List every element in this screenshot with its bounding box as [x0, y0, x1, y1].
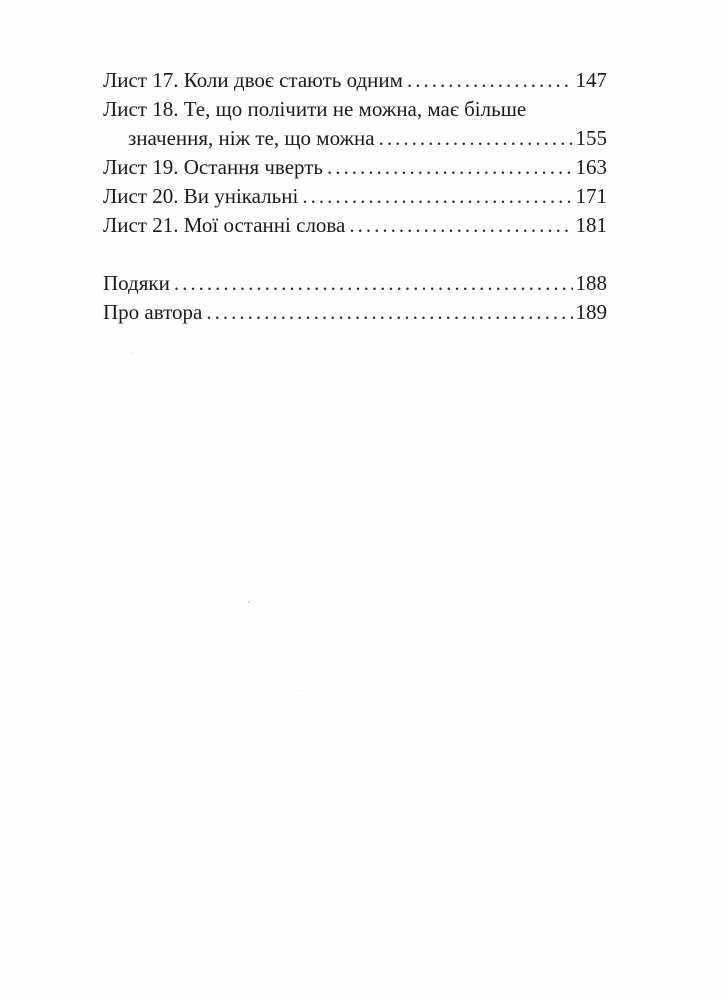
- toc-line: [103, 211, 607, 240]
- toc-line: [103, 153, 607, 182]
- toc-entry-title: Лист 18. Те, що полічити не можна, має більше: [103, 97, 527, 121]
- toc-entry-title: Лист 21. Мої останні слова: [103, 213, 346, 237]
- toc-entry-title: Лист 17. Коли двоє стають одним: [103, 68, 403, 92]
- toc-entry-title: Лист 19. Остання чверть: [103, 155, 324, 179]
- toc-line: [103, 298, 607, 327]
- dot-leader: [174, 269, 573, 298]
- paper-speck: [300, 690, 301, 691]
- toc-entry-title: Про автора: [103, 300, 203, 324]
- toc-line: [103, 182, 607, 211]
- toc-entry-about-author[interactable]: [103, 298, 607, 327]
- toc-line: [103, 95, 607, 124]
- toc-entry-letter-19[interactable]: [103, 153, 607, 182]
- paper-speck: [131, 352, 132, 353]
- toc-page-number: 163: [575, 155, 607, 179]
- toc-page-number: 181: [575, 213, 607, 237]
- toc-page-number: 155: [575, 126, 607, 150]
- toc-entry-letter-20[interactable]: [103, 182, 607, 211]
- toc-entry-letter-21[interactable]: [103, 211, 607, 240]
- toc-page-number: 188: [575, 271, 607, 295]
- dot-leader: [327, 153, 572, 182]
- toc-page-number: 189: [575, 300, 607, 324]
- toc-entry-acknowledgements[interactable]: [103, 269, 607, 298]
- dot-leader: [349, 211, 572, 240]
- dot-leader: [302, 182, 572, 211]
- paper-speck: [248, 601, 250, 603]
- dot-leader: [379, 124, 573, 153]
- table-of-contents: [103, 66, 607, 327]
- toc-page-number: 147: [575, 68, 607, 92]
- toc-entry-title-continuation: значення, ніж те, що можна: [128, 126, 375, 150]
- toc-line: [103, 269, 607, 298]
- toc-line-continuation: [103, 124, 607, 153]
- toc-entry-title: Подяки: [103, 271, 170, 295]
- dot-leader: [407, 66, 573, 95]
- toc-page-number: 171: [575, 184, 607, 208]
- toc-line: [103, 66, 607, 95]
- toc-entry-title: Лист 20. Ви унікальні: [103, 184, 299, 208]
- toc-entry-letter-18[interactable]: [103, 95, 607, 153]
- toc-entry-letter-17[interactable]: [103, 66, 607, 95]
- dot-leader: [206, 298, 572, 327]
- section-spacer: [103, 240, 607, 269]
